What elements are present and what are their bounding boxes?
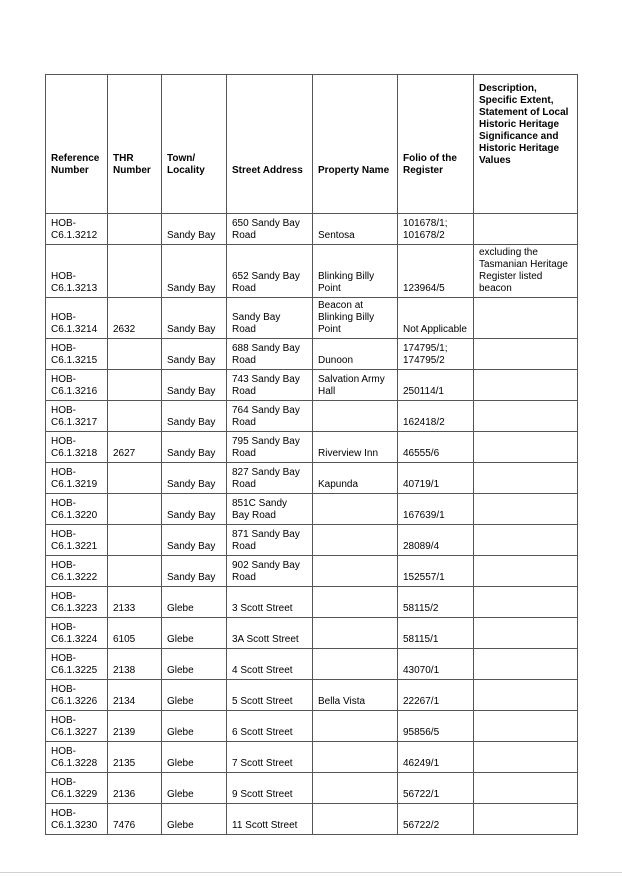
description-cell xyxy=(474,370,578,401)
reference-cell: HOB-C6.1.3230 xyxy=(46,804,108,835)
property-cell xyxy=(313,556,398,587)
reference-cell: HOB-C6.1.3228 xyxy=(46,742,108,773)
property-cell xyxy=(313,401,398,432)
town-cell: Sandy Bay xyxy=(162,339,227,370)
thr-cell: 2627 xyxy=(108,432,162,463)
town-cell: Sandy Bay xyxy=(162,401,227,432)
property-cell xyxy=(313,711,398,742)
reference-cell: HOB-C6.1.3216 xyxy=(46,370,108,401)
reference-cell: HOB-C6.1.3225 xyxy=(46,649,108,680)
street-cell: 688 Sandy Bay Road xyxy=(227,339,313,370)
table-row xyxy=(46,432,578,463)
thr-cell xyxy=(108,401,162,432)
table-row xyxy=(46,463,578,494)
header-street-address: Street Address xyxy=(227,75,313,214)
table-body xyxy=(46,214,578,835)
folio-cell: 46249/1 xyxy=(398,742,474,773)
street-cell: 650 Sandy Bay Road xyxy=(227,214,313,245)
header-property-name: Property Name xyxy=(313,75,398,214)
thr-cell: 2133 xyxy=(108,587,162,618)
town-cell: Glebe xyxy=(162,587,227,618)
description-cell xyxy=(474,649,578,680)
town-cell: Sandy Bay xyxy=(162,214,227,245)
folio-cell: 250114/1 xyxy=(398,370,474,401)
description-cell xyxy=(474,463,578,494)
property-cell: Bella Vista xyxy=(313,680,398,711)
table-row xyxy=(46,494,578,525)
property-cell: Sentosa xyxy=(313,214,398,245)
reference-cell: HOB-C6.1.3212 xyxy=(46,214,108,245)
property-cell xyxy=(313,649,398,680)
folio-cell: 56722/2 xyxy=(398,804,474,835)
table-row xyxy=(46,649,578,680)
description-cell xyxy=(474,618,578,649)
street-cell: 652 Sandy Bay Road xyxy=(227,245,313,298)
folio-cell: 56722/1 xyxy=(398,773,474,804)
reference-cell: HOB-C6.1.3215 xyxy=(46,339,108,370)
description-cell xyxy=(474,298,578,339)
town-cell: Glebe xyxy=(162,618,227,649)
table-row xyxy=(46,370,578,401)
town-cell: Sandy Bay xyxy=(162,525,227,556)
reference-cell: HOB-C6.1.3223 xyxy=(46,587,108,618)
thr-cell xyxy=(108,463,162,494)
folio-cell: 46555/6 xyxy=(398,432,474,463)
reference-cell: HOB-C6.1.3221 xyxy=(46,525,108,556)
thr-cell: 2139 xyxy=(108,711,162,742)
reference-cell: HOB-C6.1.3222 xyxy=(46,556,108,587)
folio-cell: 101678/1; 101678/2 xyxy=(398,214,474,245)
description-cell xyxy=(474,680,578,711)
reference-cell: HOB-C6.1.3229 xyxy=(46,773,108,804)
folio-cell: 58115/1 xyxy=(398,618,474,649)
description-cell xyxy=(474,214,578,245)
thr-cell xyxy=(108,556,162,587)
folio-cell: 95856/5 xyxy=(398,711,474,742)
property-cell: Dunoon xyxy=(313,339,398,370)
street-cell: 6 Scott Street xyxy=(227,711,313,742)
reference-cell: HOB-C6.1.3217 xyxy=(46,401,108,432)
header-row xyxy=(46,75,578,214)
table-row xyxy=(46,298,578,339)
thr-cell xyxy=(108,525,162,556)
town-cell: Glebe xyxy=(162,649,227,680)
street-cell: Sandy Bay Road xyxy=(227,298,313,339)
header-reference-number: Reference Number xyxy=(46,75,108,214)
town-cell: Sandy Bay xyxy=(162,494,227,525)
property-cell xyxy=(313,742,398,773)
property-cell: Beacon at Blinking Billy Point xyxy=(313,298,398,339)
thr-cell xyxy=(108,339,162,370)
table-row xyxy=(46,214,578,245)
table-row xyxy=(46,245,578,298)
header-folio: Folio of the Register xyxy=(398,75,474,214)
street-cell: 4 Scott Street xyxy=(227,649,313,680)
reference-cell: HOB-C6.1.3226 xyxy=(46,680,108,711)
property-cell: Riverview Inn xyxy=(313,432,398,463)
description-cell xyxy=(474,556,578,587)
thr-cell xyxy=(108,245,162,298)
property-cell xyxy=(313,773,398,804)
reference-cell: HOB-C6.1.3220 xyxy=(46,494,108,525)
table-row xyxy=(46,804,578,835)
town-cell: Sandy Bay xyxy=(162,370,227,401)
reference-cell: HOB-C6.1.3227 xyxy=(46,711,108,742)
page-bottom-divider xyxy=(0,872,622,873)
table-row xyxy=(46,680,578,711)
header-town-locality: Town/ Locality xyxy=(162,75,227,214)
town-cell: Sandy Bay xyxy=(162,432,227,463)
street-cell: 743 Sandy Bay Road xyxy=(227,370,313,401)
property-cell: Salvation Army Hall xyxy=(313,370,398,401)
town-cell: Sandy Bay xyxy=(162,463,227,494)
description-cell xyxy=(474,804,578,835)
folio-cell: 40719/1 xyxy=(398,463,474,494)
thr-cell: 6105 xyxy=(108,618,162,649)
street-cell: 902 Sandy Bay Road xyxy=(227,556,313,587)
property-cell: Blinking Billy Point xyxy=(313,245,398,298)
folio-cell: 174795/1; 174795/2 xyxy=(398,339,474,370)
description-cell xyxy=(474,711,578,742)
town-cell: Glebe xyxy=(162,680,227,711)
folio-cell: 28089/4 xyxy=(398,525,474,556)
property-cell xyxy=(313,494,398,525)
description-cell xyxy=(474,587,578,618)
street-cell: 764 Sandy Bay Road xyxy=(227,401,313,432)
property-cell xyxy=(313,618,398,649)
street-cell: 7 Scott Street xyxy=(227,742,313,773)
heritage-register-table xyxy=(45,74,578,835)
thr-cell: 2138 xyxy=(108,649,162,680)
table-row xyxy=(46,773,578,804)
description-cell xyxy=(474,773,578,804)
street-cell: 9 Scott Street xyxy=(227,773,313,804)
town-cell: Sandy Bay xyxy=(162,556,227,587)
street-cell: 827 Sandy Bay Road xyxy=(227,463,313,494)
table-row xyxy=(46,618,578,649)
header-description: Description, Specific Extent, Statement of Local Historic Heritage Significance and Historic Heritage Values xyxy=(474,75,578,214)
table-row xyxy=(46,401,578,432)
folio-cell: 162418/2 xyxy=(398,401,474,432)
street-cell: 11 Scott Street xyxy=(227,804,313,835)
town-cell: Sandy Bay xyxy=(162,245,227,298)
description-cell xyxy=(474,339,578,370)
header-thr-number: THR Number xyxy=(108,75,162,214)
reference-cell: HOB-C6.1.3219 xyxy=(46,463,108,494)
town-cell: Glebe xyxy=(162,711,227,742)
folio-cell: 167639/1 xyxy=(398,494,474,525)
description-cell: excluding the Tasmanian Heritage Register listed beacon xyxy=(474,245,578,298)
table-row xyxy=(46,339,578,370)
thr-cell xyxy=(108,494,162,525)
street-cell: 871 Sandy Bay Road xyxy=(227,525,313,556)
reference-cell: HOB-C6.1.3218 xyxy=(46,432,108,463)
street-cell: 5 Scott Street xyxy=(227,680,313,711)
table-row xyxy=(46,587,578,618)
description-cell xyxy=(474,432,578,463)
description-cell xyxy=(474,525,578,556)
table-row xyxy=(46,525,578,556)
property-cell: Kapunda xyxy=(313,463,398,494)
thr-cell xyxy=(108,370,162,401)
folio-cell: 22267/1 xyxy=(398,680,474,711)
folio-cell: 43070/1 xyxy=(398,649,474,680)
thr-cell: 7476 xyxy=(108,804,162,835)
description-cell xyxy=(474,494,578,525)
street-cell: 795 Sandy Bay Road xyxy=(227,432,313,463)
street-cell: 851C Sandy Bay Road xyxy=(227,494,313,525)
street-cell: 3A Scott Street xyxy=(227,618,313,649)
town-cell: Sandy Bay xyxy=(162,298,227,339)
folio-cell: Not Applicable xyxy=(398,298,474,339)
town-cell: Glebe xyxy=(162,804,227,835)
thr-cell xyxy=(108,214,162,245)
town-cell: Glebe xyxy=(162,742,227,773)
table-row xyxy=(46,556,578,587)
table-header xyxy=(46,75,578,214)
thr-cell: 2632 xyxy=(108,298,162,339)
property-cell xyxy=(313,525,398,556)
folio-cell: 152557/1 xyxy=(398,556,474,587)
property-cell xyxy=(313,587,398,618)
thr-cell: 2136 xyxy=(108,773,162,804)
table-row xyxy=(46,711,578,742)
table-row xyxy=(46,742,578,773)
folio-cell: 58115/2 xyxy=(398,587,474,618)
street-cell: 3 Scott Street xyxy=(227,587,313,618)
description-cell xyxy=(474,742,578,773)
town-cell: Glebe xyxy=(162,773,227,804)
folio-cell: 123964/5 xyxy=(398,245,474,298)
thr-cell: 2134 xyxy=(108,680,162,711)
reference-cell: HOB-C6.1.3214 xyxy=(46,298,108,339)
description-cell xyxy=(474,401,578,432)
reference-cell: HOB-C6.1.3213 xyxy=(46,245,108,298)
property-cell xyxy=(313,804,398,835)
reference-cell: HOB-C6.1.3224 xyxy=(46,618,108,649)
thr-cell: 2135 xyxy=(108,742,162,773)
